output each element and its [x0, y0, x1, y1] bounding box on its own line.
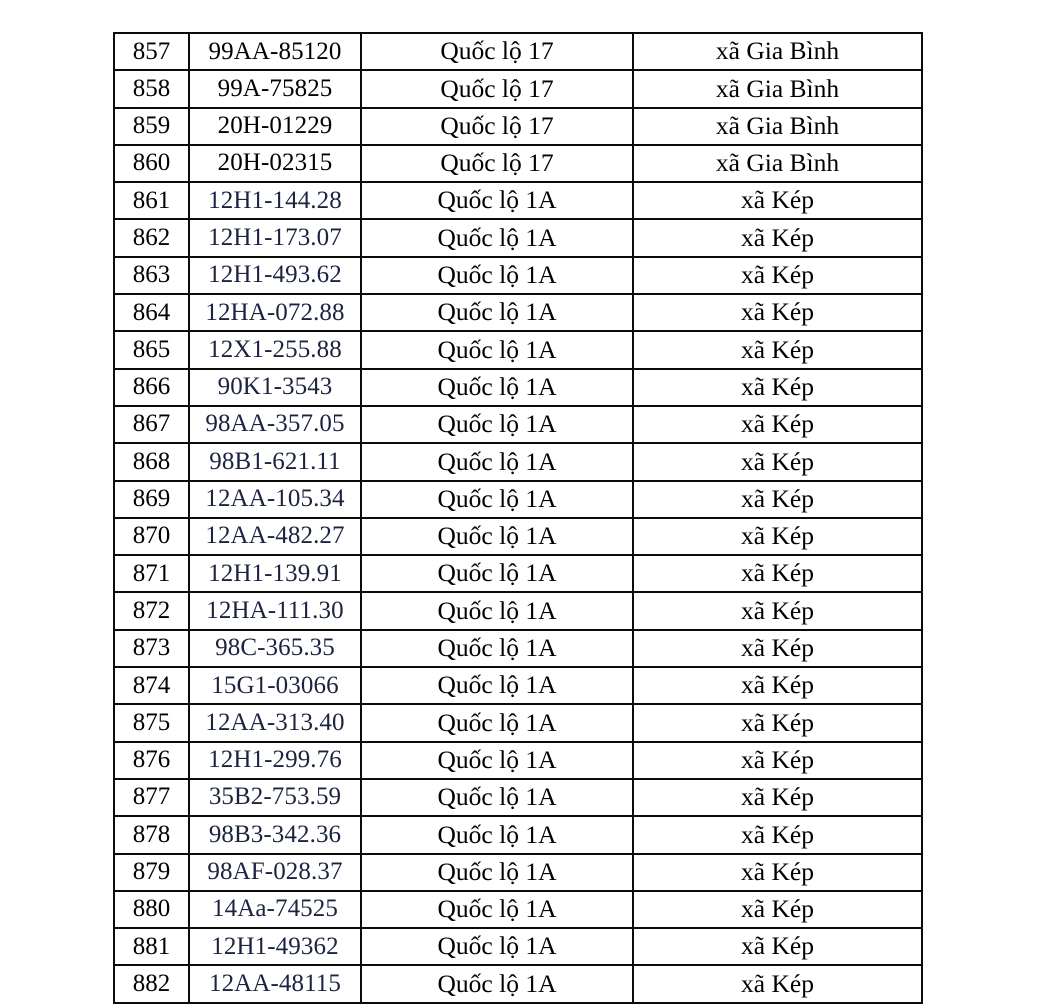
road-name-cell: Quốc lộ 17: [361, 145, 633, 182]
license-plate-cell: 12AA-313.40: [189, 704, 361, 741]
table-row: [114, 294, 922, 331]
table-row: [114, 70, 922, 107]
road-name-cell: Quốc lộ 1A: [361, 481, 633, 518]
ward-name-cell: xã Gia Bình: [633, 108, 922, 145]
road-name-cell: Quốc lộ 1A: [361, 406, 633, 443]
row-index-cell: 871: [114, 555, 189, 592]
license-plate-cell: 35B2-753.59: [189, 779, 361, 816]
table-row: [114, 182, 922, 219]
ward-name-cell: xã Kép: [633, 331, 922, 368]
row-index-cell: 859: [114, 108, 189, 145]
row-index-cell: 866: [114, 369, 189, 406]
road-name-cell: Quốc lộ 1A: [361, 294, 633, 331]
ward-name-cell: xã Gia Bình: [633, 33, 922, 70]
ward-name-cell: xã Kép: [633, 742, 922, 779]
row-index-cell: 864: [114, 294, 189, 331]
table-row: [114, 965, 922, 1002]
table-row: [114, 667, 922, 704]
table-row: [114, 816, 922, 853]
table-row: [114, 108, 922, 145]
road-name-cell: Quốc lộ 1A: [361, 891, 633, 928]
ward-name-cell: xã Kép: [633, 182, 922, 219]
ward-name-cell: xã Kép: [633, 854, 922, 891]
table-row: [114, 443, 922, 480]
ward-name-cell: xã Kép: [633, 592, 922, 629]
ward-name-cell: xã Kép: [633, 369, 922, 406]
license-plate-cell: 99AA-85120: [189, 33, 361, 70]
road-name-cell: Quốc lộ 1A: [361, 555, 633, 592]
road-name-cell: Quốc lộ 1A: [361, 630, 633, 667]
road-name-cell: Quốc lộ 1A: [361, 592, 633, 629]
ward-name-cell: xã Gia Bình: [633, 70, 922, 107]
ward-name-cell: xã Kép: [633, 443, 922, 480]
row-index-cell: 857: [114, 33, 189, 70]
license-plate-cell: 12HA-111.30: [189, 592, 361, 629]
road-name-cell: Quốc lộ 17: [361, 33, 633, 70]
license-plate-cell: 12HA-072.88: [189, 294, 361, 331]
license-plate-cell: 12H1-299.76: [189, 742, 361, 779]
road-name-cell: Quốc lộ 1A: [361, 667, 633, 704]
license-plate-cell: 12H1-144.28: [189, 182, 361, 219]
license-plate-cell: 98B1-621.11: [189, 443, 361, 480]
ward-name-cell: xã Kép: [633, 518, 922, 555]
ward-name-cell: xã Kép: [633, 481, 922, 518]
row-index-cell: 875: [114, 704, 189, 741]
license-plate-cell: 12AA-482.27: [189, 518, 361, 555]
row-index-cell: 860: [114, 145, 189, 182]
table-row: [114, 704, 922, 741]
ward-name-cell: xã Kép: [633, 816, 922, 853]
license-plate-cell: 12H1-139.91: [189, 555, 361, 592]
table-row: [114, 630, 922, 667]
ward-name-cell: xã Kép: [633, 779, 922, 816]
table-row: [114, 257, 922, 294]
ward-name-cell: xã Gia Bình: [633, 145, 922, 182]
license-plate-cell: 20H-01229: [189, 108, 361, 145]
road-name-cell: Quốc lộ 1A: [361, 965, 633, 1002]
ward-name-cell: xã Kép: [633, 219, 922, 256]
license-plate-cell: 12AA-105.34: [189, 481, 361, 518]
license-plate-cell: 98B3-342.36: [189, 816, 361, 853]
row-index-cell: 879: [114, 854, 189, 891]
ward-name-cell: xã Kép: [633, 294, 922, 331]
license-plate-cell: 12X1-255.88: [189, 331, 361, 368]
road-name-cell: Quốc lộ 1A: [361, 928, 633, 965]
row-index-cell: 867: [114, 406, 189, 443]
row-index-cell: 858: [114, 70, 189, 107]
road-name-cell: Quốc lộ 1A: [361, 257, 633, 294]
license-plate-cell: 14Aa-74525: [189, 891, 361, 928]
road-name-cell: Quốc lộ 1A: [361, 779, 633, 816]
road-name-cell: Quốc lộ 1A: [361, 854, 633, 891]
row-index-cell: 882: [114, 965, 189, 1002]
row-index-cell: 862: [114, 219, 189, 256]
row-index-cell: 865: [114, 331, 189, 368]
ward-name-cell: xã Kép: [633, 928, 922, 965]
ward-name-cell: xã Kép: [633, 555, 922, 592]
table-row: [114, 518, 922, 555]
row-index-cell: 863: [114, 257, 189, 294]
table-row: [114, 592, 922, 629]
row-index-cell: 870: [114, 518, 189, 555]
road-name-cell: Quốc lộ 1A: [361, 219, 633, 256]
ward-name-cell: xã Kép: [633, 406, 922, 443]
table-row: [114, 481, 922, 518]
table-row: [114, 928, 922, 965]
table-row: [114, 854, 922, 891]
ward-name-cell: xã Kép: [633, 630, 922, 667]
table-row: [114, 33, 922, 70]
table-row: [114, 369, 922, 406]
table-row: [114, 406, 922, 443]
road-name-cell: Quốc lộ 1A: [361, 742, 633, 779]
ward-name-cell: xã Kép: [633, 891, 922, 928]
row-index-cell: 876: [114, 742, 189, 779]
road-name-cell: Quốc lộ 1A: [361, 518, 633, 555]
ward-name-cell: xã Kép: [633, 965, 922, 1002]
table-row: [114, 555, 922, 592]
table-row: [114, 145, 922, 182]
road-name-cell: Quốc lộ 17: [361, 70, 633, 107]
license-plate-cell: 99A-75825: [189, 70, 361, 107]
road-name-cell: Quốc lộ 1A: [361, 704, 633, 741]
road-name-cell: Quốc lộ 1A: [361, 182, 633, 219]
road-name-cell: Quốc lộ 1A: [361, 369, 633, 406]
violation-record-table: [113, 32, 923, 1004]
row-index-cell: 861: [114, 182, 189, 219]
license-plate-cell: 98AA-357.05: [189, 406, 361, 443]
license-plate-cell: 12H1-493.62: [189, 257, 361, 294]
license-plate-cell: 90K1-3543: [189, 369, 361, 406]
road-name-cell: Quốc lộ 1A: [361, 443, 633, 480]
row-index-cell: 878: [114, 816, 189, 853]
row-index-cell: 881: [114, 928, 189, 965]
table-row: [114, 779, 922, 816]
license-plate-cell: 15G1-03066: [189, 667, 361, 704]
table-row: [114, 742, 922, 779]
table-row: [114, 891, 922, 928]
row-index-cell: 869: [114, 481, 189, 518]
license-plate-cell: 12H1-49362: [189, 928, 361, 965]
ward-name-cell: xã Kép: [633, 704, 922, 741]
row-index-cell: 880: [114, 891, 189, 928]
table-row: [114, 331, 922, 368]
road-name-cell: Quốc lộ 1A: [361, 816, 633, 853]
row-index-cell: 874: [114, 667, 189, 704]
row-index-cell: 868: [114, 443, 189, 480]
row-index-cell: 877: [114, 779, 189, 816]
license-plate-cell: 12H1-173.07: [189, 219, 361, 256]
road-name-cell: Quốc lộ 17: [361, 108, 633, 145]
license-plate-cell: 98AF-028.37: [189, 854, 361, 891]
ward-name-cell: xã Kép: [633, 257, 922, 294]
license-plate-cell: 20H-02315: [189, 145, 361, 182]
table-body: [114, 33, 922, 1003]
row-index-cell: 873: [114, 630, 189, 667]
ward-name-cell: xã Kép: [633, 667, 922, 704]
table-row: [114, 219, 922, 256]
license-plate-cell: 12AA-48115: [189, 965, 361, 1002]
license-plate-cell: 98C-365.35: [189, 630, 361, 667]
road-name-cell: Quốc lộ 1A: [361, 331, 633, 368]
row-index-cell: 872: [114, 592, 189, 629]
